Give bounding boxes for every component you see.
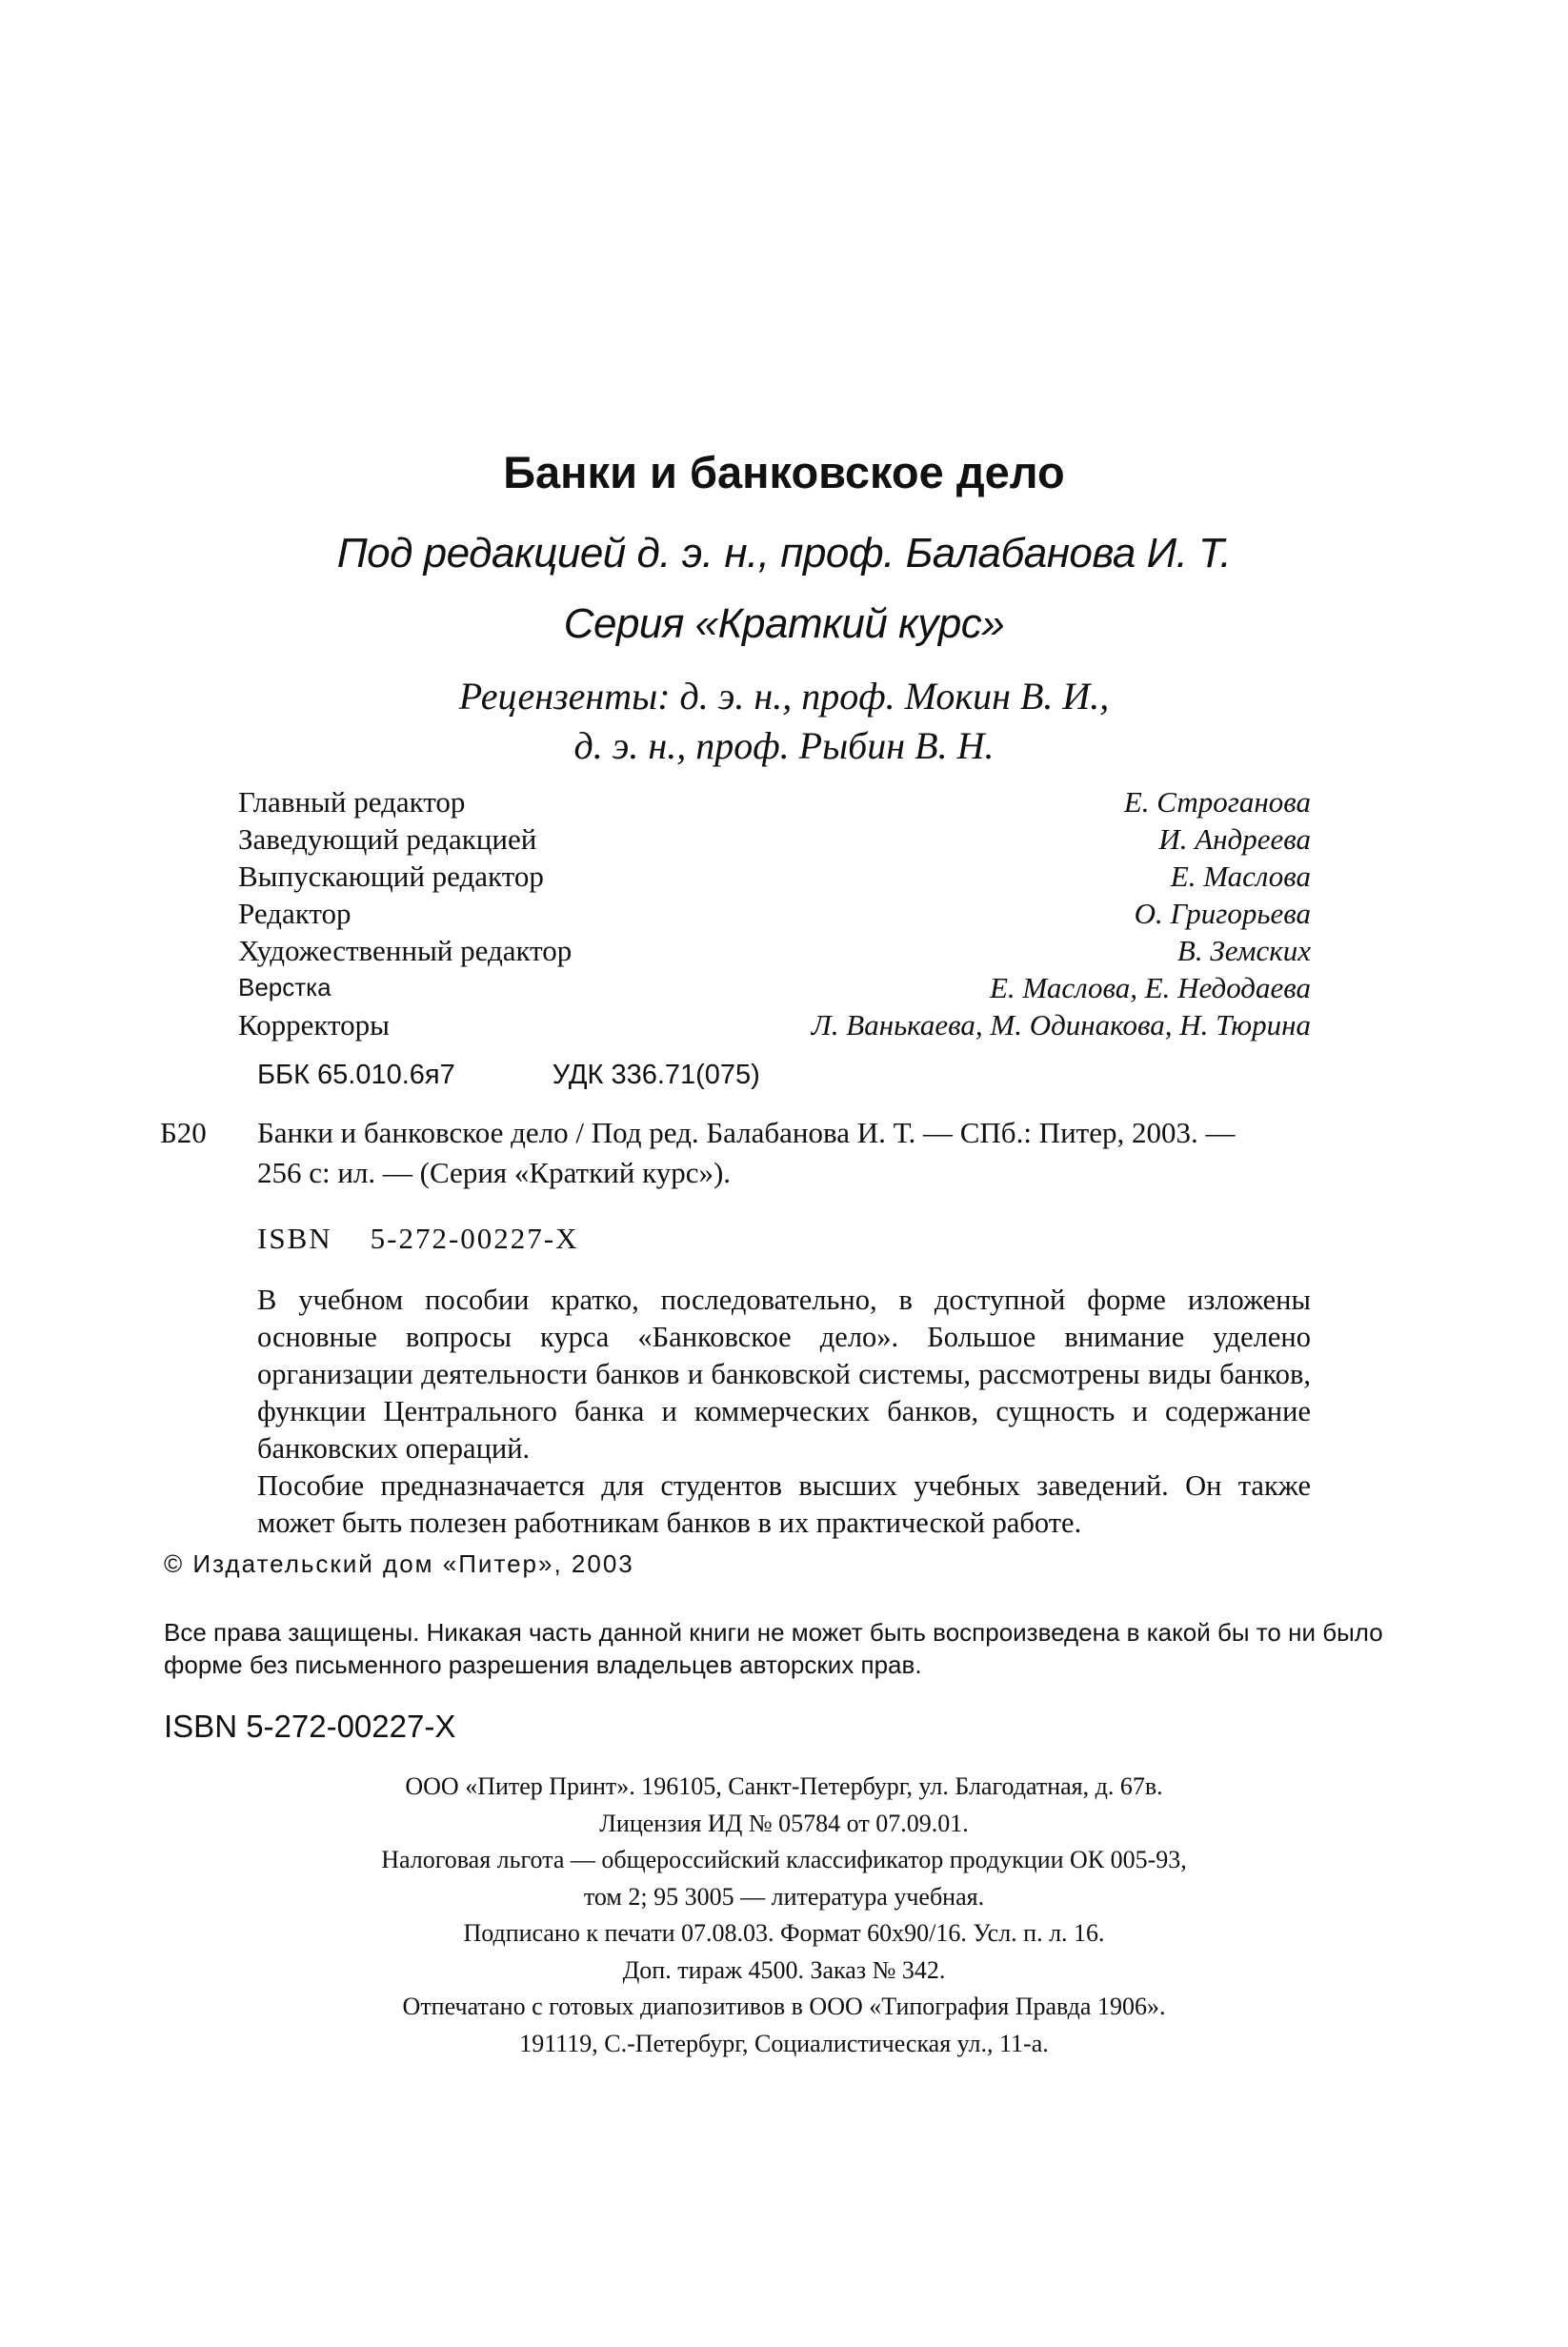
catalog-isbn: [257, 1222, 579, 1256]
imprint-line: Налоговая льгота — общероссийский классификатор продукции ОК 005-93,: [381, 1846, 1187, 1873]
annotation-paragraph: В учебном пособии кратко, последовательно, в доступной форме изложены основные вопросы курса «Банковское дело». Большое внимание уделено организации деятельности банков и банковской системы, рассмотрены виды банков, функции Центрального банка и коммерческих банков, сущность и содержание банковских операций.: [257, 1284, 1311, 1465]
imprint-line: Отпечатано с готовых диапозитивов в ООО «Типография Правда 1906».: [402, 1993, 1166, 2020]
copyright-line: © Издательский дом «Питер», 2003: [164, 1549, 634, 1578]
rights-notice: Все права защищены. Никакая часть данной книги не может быть воспроизведена в какой бы то ни было форме без письменного разрешения владельцев авторских прав.: [164, 1618, 1383, 1679]
reviewers-block: [0, 672, 1568, 771]
staff-list: [238, 783, 1311, 1043]
imprint-line: Подписано к печати 07.08.03. Формат 60х90/16. Усл. п. л. 16.: [463, 1919, 1105, 1947]
staff-row: [238, 858, 1311, 895]
staff-name: И. Андреева: [1158, 822, 1311, 856]
staff-row: [238, 969, 1311, 1006]
series-line: Серия «Краткий курс»: [563, 600, 1005, 647]
imprint-line: Доп. тираж 4500. Заказ № 342.: [622, 1955, 946, 1984]
staff-role: Главный редактор: [238, 785, 466, 819]
staff-role: Художественный редактор: [238, 934, 573, 967]
catalog-entry: [160, 1113, 1398, 1193]
staff-row: [238, 895, 1311, 932]
staff-row: [238, 1006, 1311, 1043]
catalog-line: Банки и банковское дело / Под ред. Балабанова И. Т. — СПб.: Питер, 2003. —: [257, 1116, 1236, 1149]
bbk-code: ББК 65.010.6я7: [257, 1060, 455, 1090]
staff-row: [238, 932, 1311, 969]
book-title: Банки и банковское дело: [503, 447, 1065, 497]
staff-name: Е. Строганова: [1123, 785, 1311, 819]
imprint-line: Лицензия ИД № 05784 от 07.09.01.: [599, 1809, 969, 1837]
catalog-cipher: Б20: [160, 1116, 207, 1149]
isbn-label: ISBN: [257, 1222, 332, 1255]
reviewers-line: д. э. н., проф. Рыбин В. Н.: [573, 724, 995, 767]
staff-name: В. Земских: [1176, 934, 1311, 967]
udk-code: УДК 336.71(075): [552, 1060, 760, 1090]
reviewers-line: Рецензенты: д. э. н., проф. Мокин В. И.,: [458, 675, 1110, 718]
printing-imprint: [0, 1769, 1568, 2062]
staff-name: Л. Ванькаева, М. Одинакова, Н. Тюрина: [811, 1008, 1311, 1042]
annotation: [257, 1282, 1311, 1542]
staff-role: Выпускающий редактор: [238, 860, 544, 893]
imprint-line: ООО «Питер Принт». 196105, Санкт-Петербург, ул. Благодатная, д. 67в.: [405, 1772, 1163, 1800]
annotation-paragraph: Пособие предназначается для студентов высших учебных заведений. Он также может быть полезен работникам банков в их практической работе.: [257, 1469, 1311, 1539]
staff-name: Е. Маслова, Е. Недодаева: [990, 971, 1311, 1004]
staff-role: Заведующий редакцией: [238, 822, 537, 856]
footer-isbn: ISBN 5-272-00227-Х: [164, 1709, 456, 1744]
staff-row: [238, 783, 1311, 820]
staff-row: [238, 820, 1311, 858]
staff-name: О. Григорьева: [1134, 897, 1311, 930]
staff-name: Е. Маслова: [1170, 860, 1311, 893]
catalog-line: 256 с: ил. — (Серия «Краткий курс»).: [257, 1156, 732, 1189]
imprint-line: том 2; 95 3005 — литература учебная.: [583, 1882, 985, 1911]
staff-role: Верстка: [238, 973, 332, 1002]
classification-codes: [257, 1060, 760, 1091]
editor-line: Под редакцией д. э. н., проф. Балабанова И. Т.: [336, 530, 1232, 577]
isbn-number: 5-272-00227-Х: [370, 1222, 579, 1255]
imprint-line: 191119, С.-Петербург, Социалистическая ул., 11-а.: [519, 2029, 1049, 2057]
staff-role: Редактор: [238, 897, 352, 930]
staff-role: Корректоры: [238, 1008, 391, 1042]
